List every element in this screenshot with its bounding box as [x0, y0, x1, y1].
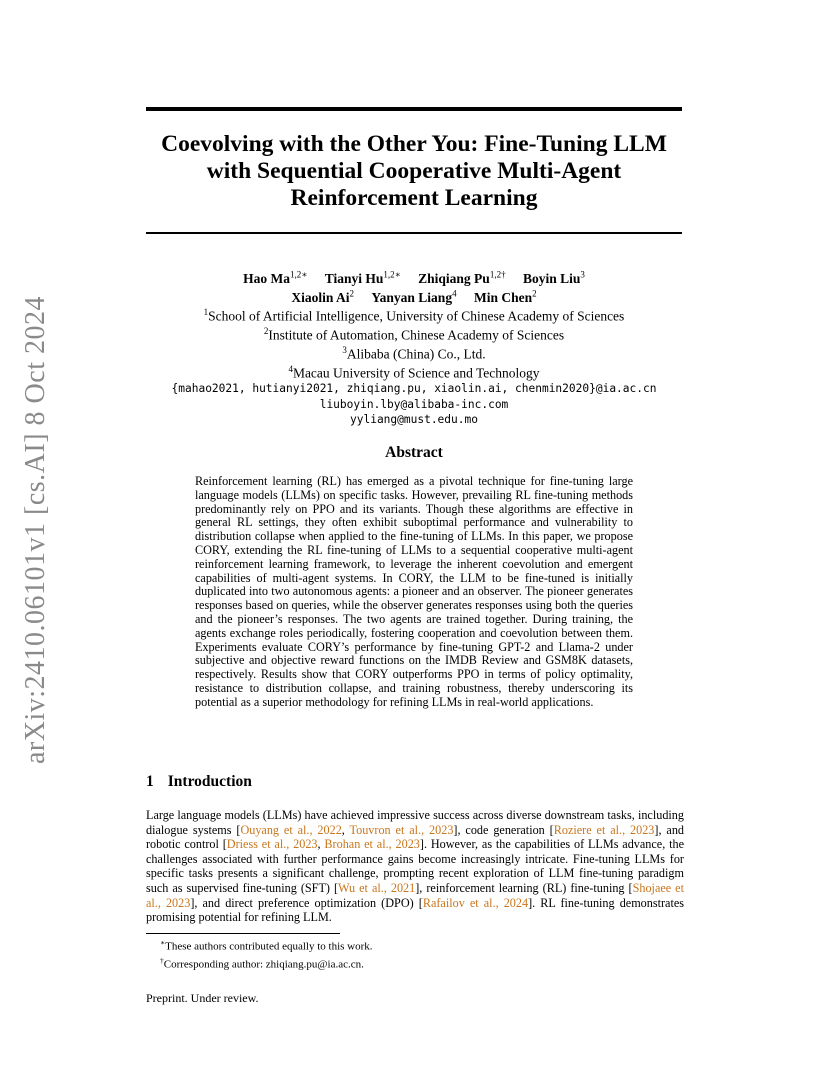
paper-title — [146, 131, 682, 212]
arxiv-side-identifier: arXiv:2410.06101v1 [cs.AI] 8 Oct 2024 — [20, 296, 52, 764]
intro-text: , — [317, 837, 325, 852]
intro-text: ]. RL fine-tuning demonstrates promising potential for refining LLM. — [146, 895, 685, 925]
section-number: 1 — [146, 773, 154, 790]
section-heading — [146, 773, 252, 791]
author-block — [120, 267, 708, 428]
author: Yanyan Liang$^4$ — [371, 288, 457, 305]
title-bottom-rule — [146, 232, 682, 234]
email-line[interactable]: {mahao2021, hutianyi2021, zhiqiang.pu, xiaolin.ai, chenmin2020}@ia.ac.cn — [171, 382, 657, 395]
author: Tianyi $Hu^{1,2∗}$ — [324, 269, 401, 286]
arxiv-side-identifier-box — [16, 296, 56, 764]
title-line: Reinforcement Learning — [290, 185, 538, 211]
footnote: †Corresponding author: zhiqiang.pu@ia.ac.cn. — [160, 955, 364, 971]
intro-text: ]. However, as the capabilities of LLMs advance, the challenges associated with further performance gains become increasingly intricate. Fine-tuning LLMs for specific tasks presents a significant challenge, prompting recent exploration of LLM fine-tuning paradigm such as supervised fine-tuning (SFT) [ — [146, 837, 684, 895]
citation-link[interactable]: Driess et al., 2023 — [226, 837, 318, 852]
introduction-paragraph — [146, 808, 684, 925]
section-title: Introduction — [167, 773, 252, 790]
author: Zhiqiang $Pu^{1,2\dagger}$ — [418, 269, 506, 286]
email-line[interactable]: liuboyin.lby@alibaba-inc.com — [319, 397, 509, 411]
citation-link[interactable]: Touvron et al., 2023 — [349, 822, 454, 837]
footnote-rule — [146, 933, 340, 934]
abstract-body: Reinforcement learning (RL) has emerged as a pivotal technique for fine-tuning large language models (LLMs) on specific tasks. However, prevailing RL fine-tuning methods predominantly rely on PPO and its variants. Though these algorithms are effective in general RL settings, they often exhibit suboptimal performance and vulnerability to distribution collapse when applied to the fine-tuning of LLMs. In this paper, we propose CORY, extending the RL fine-tuning of LLMs to a sequential cooperative multi-agent reinforcement learning framework, to leverage the inherent coevolution and emergent capabilities of multi-agent systems. In CORY, the LLM to be fine-tuned is initially duplicated into two autonomous agents: a pioneer and an observer. The pioneer generates responses based on queries, while the observer generates responses using both the queries and the pioneer’s responses. The two agents are trained together. During training, the agents exchange roles periodically, fostering cooperation and coevolution between them. Experiments evaluate CORY’s performance by fine-tuning GPT-2 and Llama-2 under subjective and objective reward functions on the IMDB Review and GSM8K datasets, respectively. Results show that CORY outperforms PPO in terms of policy optimality, resistance to distribution collapse, and training robustness, thereby underscoring its potential as a superior methodology for refining LLMs in real-world applications. — [195, 474, 633, 709]
intro-text: Large language models (LLMs) have achieved impressive success across diverse downstream tasks, including dialogue systems [ — [146, 808, 684, 837]
author: Xiaolin Ai$^2$ — [291, 288, 355, 305]
citation-link[interactable]: Shojaee et al., 2023 — [146, 880, 684, 910]
author-line-1 — [120, 267, 708, 286]
citation-link[interactable]: Wu et al., 2021 — [338, 880, 416, 895]
citation-link[interactable]: Ouyang et al., 2022 — [240, 822, 342, 837]
citation-link[interactable]: Rafailov et al., 2024 — [422, 895, 529, 910]
intro-text: ], and direct preference optimization (DPO) [ — [190, 895, 423, 910]
title-line: with Sequential Cooperative Multi-Agent — [206, 158, 622, 184]
intro-text: ], reinforcement learning (RL) fine-tuning [ — [415, 880, 633, 895]
preprint-note: Preprint. Under review. — [146, 991, 259, 1005]
intro-text: , — [341, 822, 350, 837]
author: Hao $Ma^{1,2∗}$ — [243, 269, 308, 286]
title-line: Coevolving with the Other You: Fine-Tuning LLM — [161, 131, 667, 157]
intro-text: ], and robotic control [ — [146, 822, 685, 852]
abstract-heading: Abstract — [385, 444, 443, 461]
author-line-2 — [120, 286, 708, 305]
citation-link[interactable]: Brohan et al., 2023 — [324, 837, 420, 852]
intro-text: ], code generation [ — [453, 822, 554, 837]
footnote: ∗These authors contributed equally to this work. — [160, 938, 373, 953]
footnotes — [160, 936, 373, 971]
author: Boyin Liu$^3$ — [522, 269, 585, 286]
email-line[interactable]: yyliang@must.edu.mo — [350, 413, 478, 426]
citation-link[interactable]: Roziere et al., 2023 — [553, 822, 655, 837]
title-top-rule — [146, 107, 682, 111]
affiliation: $^4$Macau University of Science and Technology — [288, 364, 540, 381]
author: Min Chen$^2$ — [473, 288, 537, 305]
affiliation: $^3$Alibaba (China) Co., Ltd. — [342, 345, 486, 362]
affiliation: $^1$School of Artificial Intelligence, University of Chinese Academy of Sciences — [203, 307, 625, 324]
affiliation: $^2$Institute of Automation, Chinese Academy of Sciences — [263, 326, 565, 343]
